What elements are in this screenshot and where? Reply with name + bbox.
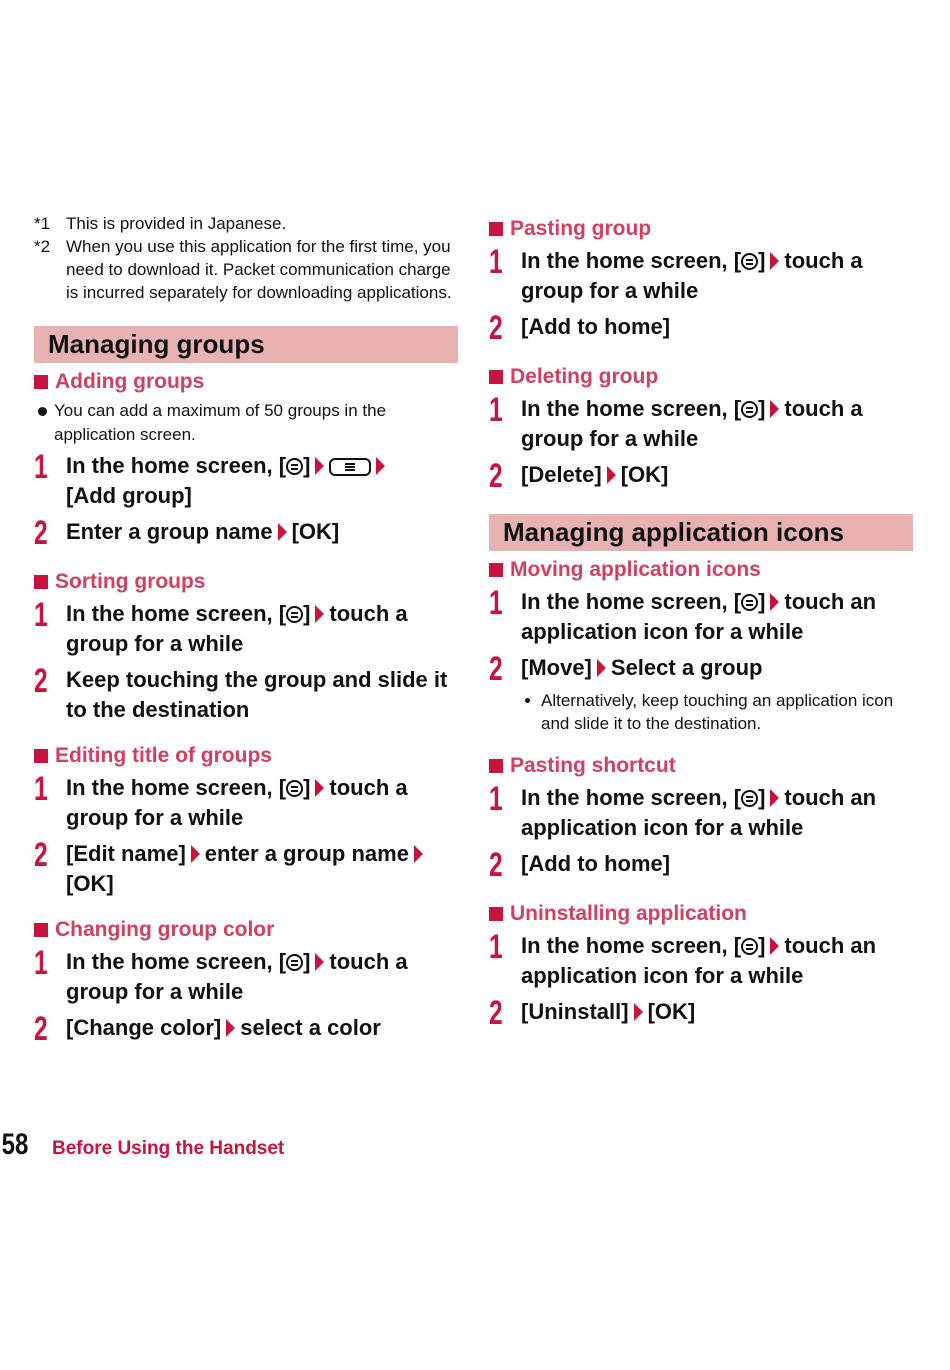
- step-text-part: [OK]: [647, 999, 696, 1024]
- step-text-part: touch a group for a while: [66, 949, 408, 1004]
- step-text: Keep touching the group and slide it to the destination: [66, 667, 448, 722]
- step-text: [521, 931, 913, 991]
- step-text-part: In the home screen, [: [521, 785, 742, 810]
- step-text-part: ]: [303, 775, 311, 800]
- step-text-part: In the home screen, [: [521, 589, 742, 614]
- home-key-icon: [286, 780, 303, 797]
- left-column: [34, 212, 458, 1053]
- step-1: [34, 448, 458, 511]
- step-text: [521, 997, 913, 1027]
- home-key-icon: [286, 954, 303, 971]
- step-text-part: In the home screen, [: [66, 453, 287, 478]
- square-bullet-icon: [489, 222, 503, 236]
- step-text-part: Select a group: [610, 655, 763, 680]
- footnote: [34, 235, 458, 304]
- step-text: [Add to home]: [521, 314, 671, 339]
- arrow-right-icon: [315, 953, 324, 971]
- step-number: 1: [489, 243, 503, 281]
- home-key-icon: [741, 790, 758, 807]
- home-key-icon: [741, 253, 758, 270]
- step-text-part: touch a group for a while: [66, 775, 408, 830]
- step-text-part: ]: [758, 396, 766, 421]
- arrow-right-icon: [770, 400, 779, 418]
- step-1: [34, 944, 458, 1007]
- step-2: [34, 836, 458, 899]
- step-text-part: ]: [758, 248, 766, 273]
- step-1: [489, 243, 913, 306]
- arrow-right-icon: [315, 457, 324, 475]
- home-key-icon: [741, 938, 758, 955]
- step-text-part: ]: [758, 785, 766, 810]
- chapter-title: Before Using the Handset: [52, 1138, 285, 1159]
- step-text-part: touch an application icon for a while: [521, 589, 877, 644]
- step-1: [489, 584, 913, 647]
- arrow-right-icon: [191, 845, 200, 863]
- step-2: [34, 1010, 458, 1048]
- step-number: 1: [34, 944, 48, 982]
- step-text: [66, 517, 458, 547]
- subheading-text: Pasting group: [510, 217, 652, 240]
- arrow-right-icon: [315, 779, 324, 797]
- step-text: [521, 246, 913, 306]
- step-text-part: ]: [758, 589, 766, 614]
- square-bullet-icon: [34, 375, 48, 389]
- subheading-text: Editing title of groups: [55, 744, 272, 767]
- step-text-part: ]: [303, 601, 311, 626]
- step-text: [66, 599, 458, 659]
- arrow-right-icon: [770, 789, 779, 807]
- home-key-icon: [286, 606, 303, 623]
- step-text: [521, 783, 913, 843]
- arrow-right-icon: [770, 252, 779, 270]
- right-column: [489, 212, 913, 1037]
- square-bullet-icon: [34, 575, 48, 589]
- step-text-part: touch a group for a while: [521, 248, 863, 303]
- step-number: 1: [34, 770, 48, 808]
- subheading-pasting-group: [489, 216, 913, 242]
- section-heading-managing-app-icons: Managing application icons: [489, 514, 913, 551]
- footnotes: [34, 212, 458, 304]
- step-text-part: [OK]: [620, 462, 669, 487]
- small-bullet-icon: [521, 689, 541, 735]
- step-text-part: touch an application icon for a while: [521, 785, 877, 840]
- step-text: [521, 587, 913, 647]
- arrow-right-icon: [770, 937, 779, 955]
- step-number: 1: [489, 928, 503, 966]
- step-2: [489, 309, 913, 347]
- step-text-part: touch a group for a while: [521, 396, 863, 451]
- step-2: [489, 846, 913, 884]
- step-1: [34, 770, 458, 833]
- step-note: [489, 689, 913, 735]
- step-text-part: In the home screen, [: [66, 775, 287, 800]
- subheading-text: Uninstalling application: [510, 902, 747, 925]
- section-heading-managing-groups: Managing groups: [34, 326, 458, 363]
- footnote-mark: *1: [34, 214, 51, 233]
- step-text-part: ]: [303, 453, 311, 478]
- square-bullet-icon: [489, 563, 503, 577]
- step-text-part: In the home screen, [: [521, 248, 742, 273]
- subheading-moving-icons: [489, 557, 913, 583]
- page-number: 58: [1, 1128, 29, 1161]
- arrow-right-icon: [278, 523, 287, 541]
- home-key-icon: [286, 458, 303, 475]
- step-text: [66, 451, 458, 511]
- home-key-icon: [741, 401, 758, 418]
- step-2: [489, 994, 913, 1032]
- step-number: 2: [34, 836, 48, 874]
- step-text: [521, 653, 913, 683]
- step-text-part: In the home screen, [: [521, 933, 742, 958]
- step-text-part: touch an application icon for a while: [521, 933, 877, 988]
- step-1: [489, 928, 913, 991]
- subheading-text: Sorting groups: [55, 570, 206, 593]
- subheading-text: Pasting shortcut: [510, 754, 676, 777]
- step-text-part: In the home screen, [: [66, 601, 287, 626]
- bullet-text: You can add a maximum of 50 groups in the application screen.: [54, 401, 387, 444]
- arrow-right-icon: [376, 457, 385, 475]
- step-text-part: [Move]: [521, 655, 592, 680]
- square-bullet-icon: [489, 759, 503, 773]
- arrow-right-icon: [607, 466, 616, 484]
- step-text-part: enter a group name: [204, 841, 409, 866]
- step-2: [489, 457, 913, 495]
- subheading-sorting-groups: [34, 569, 458, 595]
- step-number: 2: [34, 514, 48, 552]
- step-2: [34, 514, 458, 552]
- step-text-part: select a color: [240, 1015, 381, 1040]
- step-number: 2: [489, 457, 503, 495]
- arrow-right-icon: [414, 845, 423, 863]
- step-number: 1: [489, 584, 503, 622]
- menu-key-icon: [329, 458, 371, 476]
- subheading-text: Deleting group: [510, 365, 659, 388]
- step-text-part: [Edit name]: [66, 841, 186, 866]
- step-text-part: touch a group for a while: [66, 601, 408, 656]
- step-number: 1: [489, 780, 503, 818]
- arrow-right-icon: [315, 605, 324, 623]
- subheading-text: Adding groups: [55, 370, 205, 393]
- step-number: 2: [489, 846, 503, 884]
- step-text-part: In the home screen, [: [521, 396, 742, 421]
- arrow-right-icon: [770, 593, 779, 611]
- step-text-part: [OK]: [291, 519, 340, 544]
- step-1: [489, 780, 913, 843]
- subheading-text: Changing group color: [55, 918, 275, 941]
- subheading-deleting-group: [489, 364, 913, 390]
- step-text-part: [Uninstall]: [521, 999, 629, 1024]
- step-text: [66, 773, 458, 833]
- bullet-dot-icon: [34, 399, 54, 447]
- arrow-right-icon: [226, 1019, 235, 1037]
- step-text-part: [Change color]: [66, 1015, 222, 1040]
- step-text-part: [OK]: [66, 871, 114, 896]
- step-1: [34, 596, 458, 659]
- step-text: [521, 394, 913, 454]
- step-number: 2: [34, 662, 48, 700]
- square-bullet-icon: [34, 923, 48, 937]
- footnote: [34, 212, 458, 235]
- step-number: 1: [34, 448, 48, 486]
- step-number: 2: [489, 309, 503, 347]
- subheading-uninstalling: [489, 901, 913, 927]
- step-text: [Add to home]: [521, 851, 671, 876]
- step-2: [34, 662, 458, 725]
- step-number: 2: [489, 650, 503, 688]
- square-bullet-icon: [34, 749, 48, 763]
- square-bullet-icon: [489, 907, 503, 921]
- square-bullet-icon: [489, 370, 503, 384]
- step-number: 1: [34, 596, 48, 634]
- note-text: Alternatively, keep touching an application icon and slide it to the destination.: [541, 691, 894, 733]
- step-number: 2: [34, 1010, 48, 1048]
- subheading-adding-groups: [34, 369, 458, 395]
- subheading-editing-title: [34, 743, 458, 769]
- home-key-icon: [741, 594, 758, 611]
- step-text-part: [Delete]: [521, 462, 602, 487]
- subheading-text: Moving application icons: [510, 558, 761, 581]
- step-text: [66, 947, 458, 1007]
- step-text: [66, 839, 458, 899]
- footnote-text: This is provided in Japanese.: [66, 214, 287, 233]
- step-2: [489, 650, 913, 688]
- step-text-part: ]: [758, 933, 766, 958]
- bullet-note: [34, 399, 458, 447]
- page-footer: [0, 1128, 284, 1162]
- step-text-part: ]: [303, 949, 311, 974]
- step-text: [521, 460, 913, 490]
- footnote-text: When you use this application for the first time, you need to download it. Packet communication charge is incurred separately for downloading applications.: [66, 237, 452, 302]
- subheading-pasting-shortcut: [489, 753, 913, 779]
- footnote-mark: *2: [34, 237, 51, 256]
- arrow-right-icon: [634, 1003, 643, 1021]
- step-text-part: Enter a group name: [66, 519, 273, 544]
- step-number: 1: [489, 391, 503, 429]
- step-text-part: In the home screen, [: [66, 949, 287, 974]
- step-1: [489, 391, 913, 454]
- subheading-changing-color: [34, 917, 458, 943]
- step-text: [66, 1013, 458, 1043]
- step-text-part: [Add group]: [66, 483, 192, 508]
- step-number: 2: [489, 994, 503, 1032]
- arrow-right-icon: [597, 659, 606, 677]
